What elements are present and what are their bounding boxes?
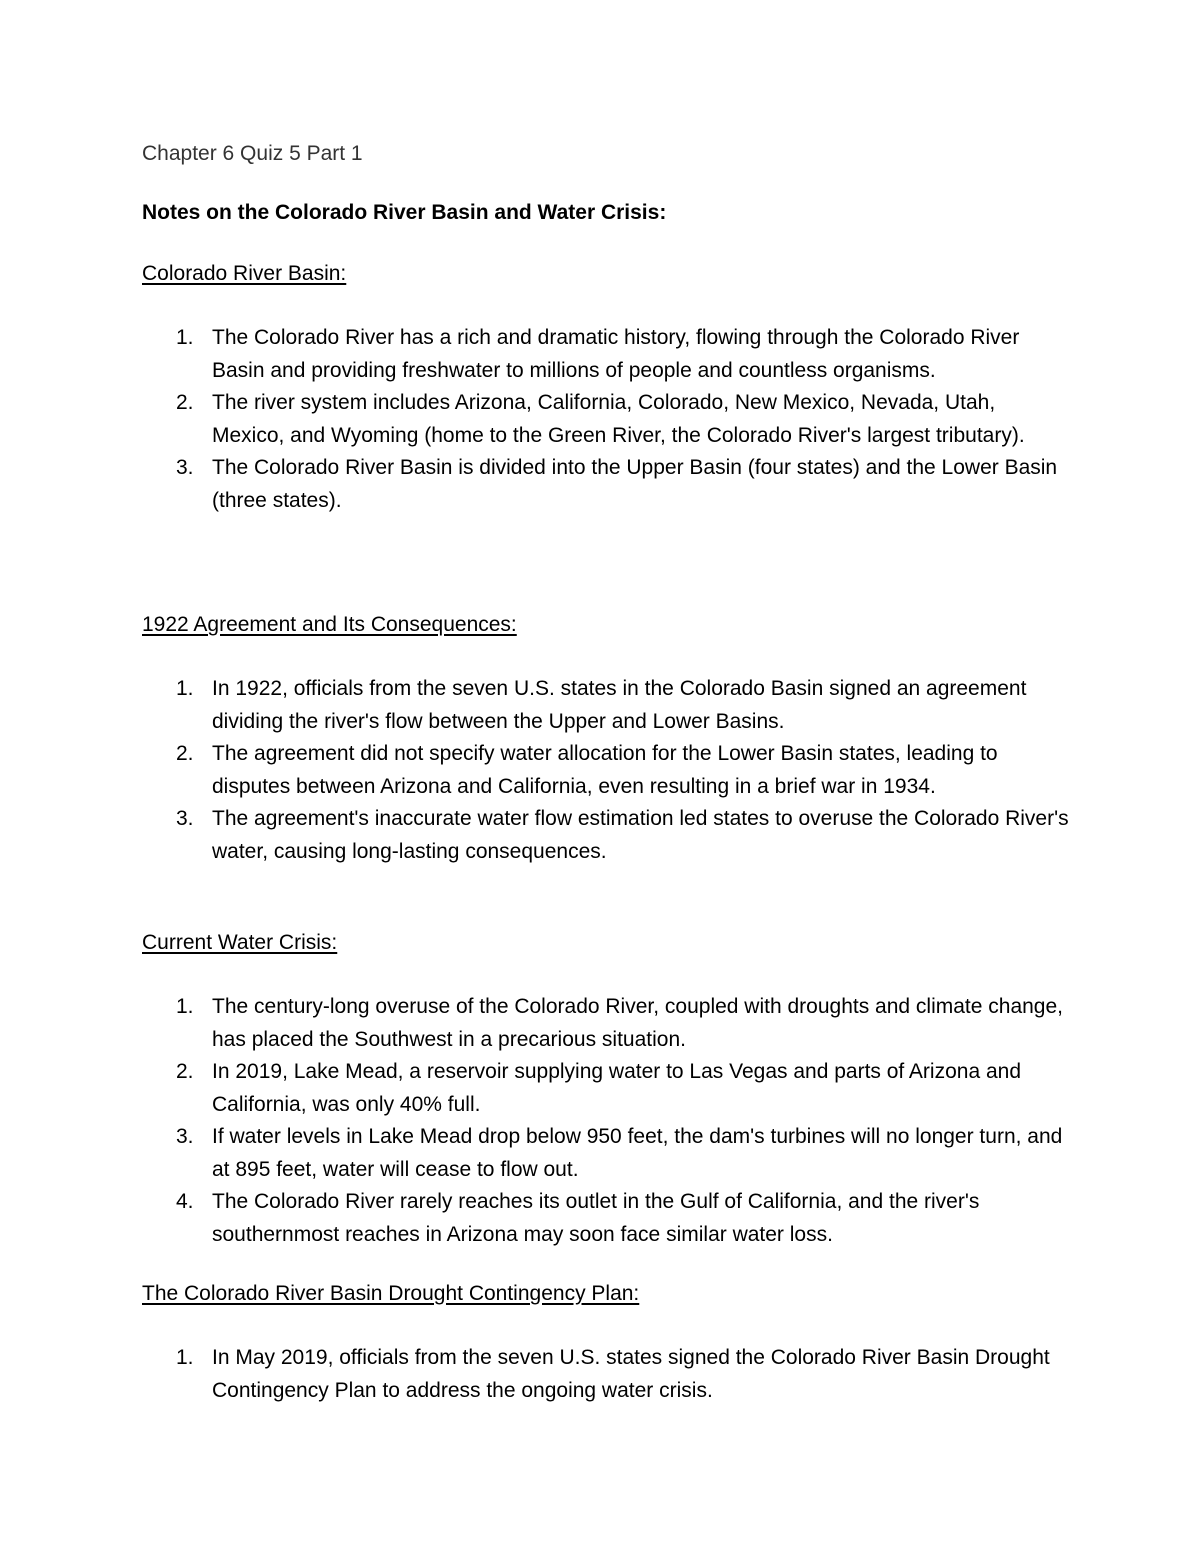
list-number: 1. — [176, 1346, 194, 1369]
list-item-text: In 2019, Lake Mead, a reservoir supplying water to Las Vegas and parts of Arizona and California, was only 40% full. — [212, 1060, 1022, 1116]
list-item — [142, 738, 1072, 803]
section-heading: Current Water Crisis: — [142, 931, 338, 954]
list-item — [142, 322, 1072, 387]
list-item — [142, 991, 1072, 1056]
section-1922-agreement — [142, 610, 1072, 868]
list-number: 4. — [176, 1190, 194, 1213]
list-item — [142, 1342, 1072, 1407]
list-item — [142, 1186, 1072, 1251]
section-drought-contingency-plan — [142, 1279, 1072, 1407]
list-number: 2. — [176, 742, 194, 765]
list-item-text: The river system includes Arizona, California, Colorado, New Mexico, Nevada, Utah, Mexico, and Wyoming (home to the Green River, the Colorado River's largest tributary). — [212, 391, 1025, 447]
list-number: 3. — [176, 456, 194, 479]
list-number: 1. — [176, 326, 194, 349]
list-item — [142, 673, 1072, 738]
list-item-text: If water levels in Lake Mead drop below 950 feet, the dam's turbines will no longer turn, and at 895 feet, water will cease to flow out. — [212, 1125, 1063, 1181]
list-number: 1. — [176, 677, 194, 700]
list-item-text: The Colorado River Basin is divided into the Upper Basin (four states) and the Lower Basin (three states). — [212, 456, 1058, 512]
list-item-text: The century-long overuse of the Colorado River, coupled with droughts and climate change, has placed the Southwest in a precarious situation. — [212, 995, 1063, 1051]
numbered-list — [142, 673, 1072, 868]
list-item-text: In May 2019, officials from the seven U.S. states signed the Colorado River Basin Drought Contingency Plan to address the ongoing water crisis. — [212, 1346, 1050, 1402]
list-number: 2. — [176, 1060, 194, 1083]
list-item-text: The agreement did not specify water allocation for the Lower Basin states, leading to disputes between Arizona and California, even resulting in a brief war in 1934. — [212, 742, 998, 798]
list-item — [142, 803, 1072, 868]
list-item-text: The agreement's inaccurate water flow estimation led states to overuse the Colorado River's water, causing long-lasting consequences. — [212, 807, 1069, 863]
list-item-text: In 1922, officials from the seven U.S. states in the Colorado Basin signed an agreement dividing the river's flow between the Upper and Lower Basins. — [212, 677, 1027, 733]
numbered-list — [142, 991, 1072, 1251]
list-item — [142, 1056, 1072, 1121]
section-colorado-river-basin — [142, 259, 1072, 517]
list-item — [142, 387, 1072, 452]
list-item — [142, 1121, 1072, 1186]
section-heading: The Colorado River Basin Drought Contingency Plan: — [142, 1282, 640, 1305]
numbered-list — [142, 1342, 1072, 1407]
list-number: 3. — [176, 807, 194, 830]
list-item-text: The Colorado River rarely reaches its outlet in the Gulf of California, and the river's southernmost reaches in Arizona may soon face similar water loss. — [212, 1190, 980, 1246]
list-item — [142, 452, 1072, 517]
list-number: 3. — [176, 1125, 194, 1148]
list-number: 2. — [176, 391, 194, 414]
section-heading: Colorado River Basin: — [142, 262, 347, 285]
section-current-water-crisis — [142, 928, 1072, 1251]
numbered-list — [142, 322, 1072, 517]
section-heading: 1922 Agreement and Its Consequences: — [142, 613, 517, 636]
chapter-label: Chapter 6 Quiz 5 Part 1 — [142, 142, 363, 165]
list-item-text: The Colorado River has a rich and dramatic history, flowing through the Colorado River Basin and providing freshwater to millions of people and countless organisms. — [212, 326, 1020, 382]
page-title: Notes on the Colorado River Basin and Water Crisis: — [142, 201, 667, 224]
list-number: 1. — [176, 995, 194, 1018]
